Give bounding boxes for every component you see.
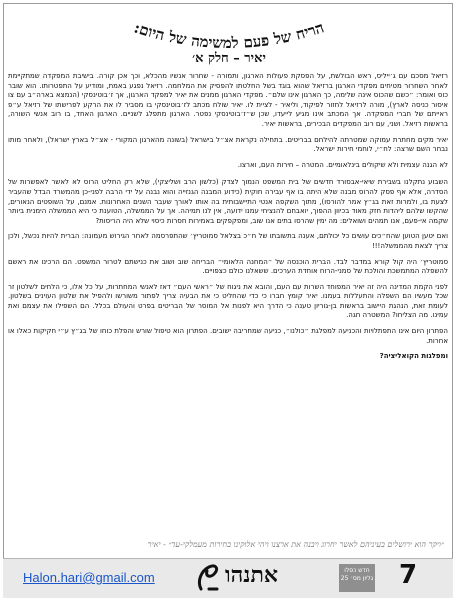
article-paragraph: לפני הקמת המדינה היה זה יאיר המפוחד השרות עם העם, והובא את ניגוח של ״ראשי העם״ דאז לאנשי המחתרות, על כל אלו, כי הלחים לשלטון זר שכל מעשיו הם השפלה והתעללות בעמנו. יאיר קומץ חברו כי כדי שהחליט כי את הבעיה צריך לפתור משורשו ולהפיל את שלטון העוינים בשלטון. לעומת זאת, הנהגת היישוב בראשות בן-גוריון טענה כי הדרך היא לפנות אל המוסר של הבריטים בפרט והעולם בכלל. הם השפילו את עצמם ואת עמינו. מה הצליחו? המשטרה חגה. — [8, 282, 448, 320]
header — [0, 0, 458, 66]
email-link[interactable]: Halon.hari@gmail.com — [23, 570, 155, 585]
issue-badge — [339, 564, 375, 592]
article-paragraph: סמוטריץ׳ היה קול קורא במדבר לבד. הברית הוכנסה של ״המחנה הלאומי״ הבריחה שוב ושוב את כנישתם לטרור המשפט. הם הרכינו את ראשם להשפלה המתמשכת והולכת של סמני-הרוח אוחדת הערכים. ששאלנו כולם כצפויים. — [8, 257, 448, 276]
article-paragraph: השבוע נתקלנו בשבירת שיאי-אבסורד חדשים של בית המשפט הנמוך לצדק (כלשון הרב ושליצקי), שלא רק החליט הרוס לא לאשר לאפשרות של הסדרה, אלא אף פסק להרוס מבנה שלא היתה בו אף עבירה חוקית (כידוע המבנה הגנזייה והוא נבנה על ידי הרבה לפני-כן מהמשרד הבדל שהעביר לצעת בו, ולמרות זאת בג״ץ אמר להורסו), מתוך השקפה אנטי התיישבותית בה אותו לאורך שעבר השנים האחרונות. אמנם, על השופטים הנאורים, שהקשו שלהם ליהדות חזק מאוד בכיוון ההפוך, יואבחם להנציחי עמנו ידועה, אין לנו תמיהה. אך על הממשלה, הטוענת כי היא הממשלה הימנית ביותר שקמה אי-פעם, אנו תמהים ושואלים: מה ימין שהרסו בתים אנו שוב, ומפקפקים באמירות חסרות כיסוי שלא היה הריסות? — [8, 178, 448, 225]
issue-line: גליון מס׳ 25 — [340, 575, 374, 582]
article-body — [8, 72, 448, 540]
article-paragraph: ואם יטען הטוען שהח״כים עושים כל יכולתם, אענה בתשובתו של ח״כ בצלאל סמוטריץ׳ שהתפרסמה לאחר הגירוש מעמונה: הברית להיות נכשל, ולכן צריך לצאת מהממשלה!!! — [8, 232, 448, 250]
issue-line: חדש כסלו — [344, 567, 370, 574]
page-title: יאיר – חלק א׳ — [192, 51, 266, 66]
article-paragraph: ומפלגות הקואליציה? — [379, 352, 448, 361]
article-paragraph: רזיאל מסכם עם ג׳ייליס, ראש הבולשת, על הפסקת פעולות הארגון, ותמורה - שחרור אנשיו מהכלא, וכך אכן קורה. בישיבת המפקדה שמתקיימת לאחר השחרור מטיחים מפקדי הארגון ברזיאל שהוא בוגד בשל החלטתו להפסיק את המלחמה. רזיאל נפגע באמת, ומודיע על התפטרותו. הוא שובר כוס ואומר: ״כשם שהכוס אינה שלימה, כך הארגון אינו שלם״. מפקדי הארגון ממנים את יאיר למפקד הארגון, אך ז׳בוטינסקי (הנמצא בארה״ב עם צו איסור כניסה לארץ), מורה לרזיאל לחזור לפיקוד, וליאיר - לציית לו. יאיר שולח מכתב לז׳בוטינסקי בו מסביר לו את הרקע לפרישתו של רזיאל ע״פ ראייתם של חברי המפקדה. אך המכתב אינו מגיע לייעדו, שכן ש״ז׳בוטינסקי נפטר. הארגון מתפלג לשניים. הארגון האחד, בו רוב אנשי השורה, בראשות רזיאל. ושני, עם רוב המפקדים הבכירים, בראשות יאיר. — [8, 72, 448, 128]
article-paragraph: הפתרון היום אינו התפתלויות והכניעה למפלגת ״כולנו״, כניעה שמחריבה ישובים. הפתרון הוא טיפול שורש והפלת כוחו של בג״ץ ע״י חקיקות כאלו או אחרות. — [8, 327, 448, 345]
logo-icon — [195, 559, 223, 595]
header-banner-text: הריח של פעם למשימה של היום: — [131, 18, 327, 53]
page-number: 7 — [399, 560, 418, 590]
signature-quote: ״ויקר הוא ירושלים בעיניהם לאשר יחרוג ויבנה את ארצנו ויהי אלוקינו בחירות מעמלקי-עד״ - יאיר — [147, 540, 444, 549]
article-paragraph: יאיר מקים מחתרת עמוקה שמטרתה להילחם בבריטים. בתחילה נקראת אצ״ל בישראל (בשונה מהארגון המקורי - אצ״ל בארץ ישראל), ולאחר מותו נבחר השם שרצה: לח״י, לוחמי חירות ישראל. — [8, 135, 448, 154]
article-paragraph: לא הגנה עצמית ולא שיקולים בינלאומיים. המטרה – חירות העם, וארצו. — [237, 160, 448, 169]
svg-text:הריח של פעם למשימה של היום: — [132, 18, 327, 52]
footer — [3, 558, 453, 597]
logo-text: אתנהו — [225, 562, 278, 588]
